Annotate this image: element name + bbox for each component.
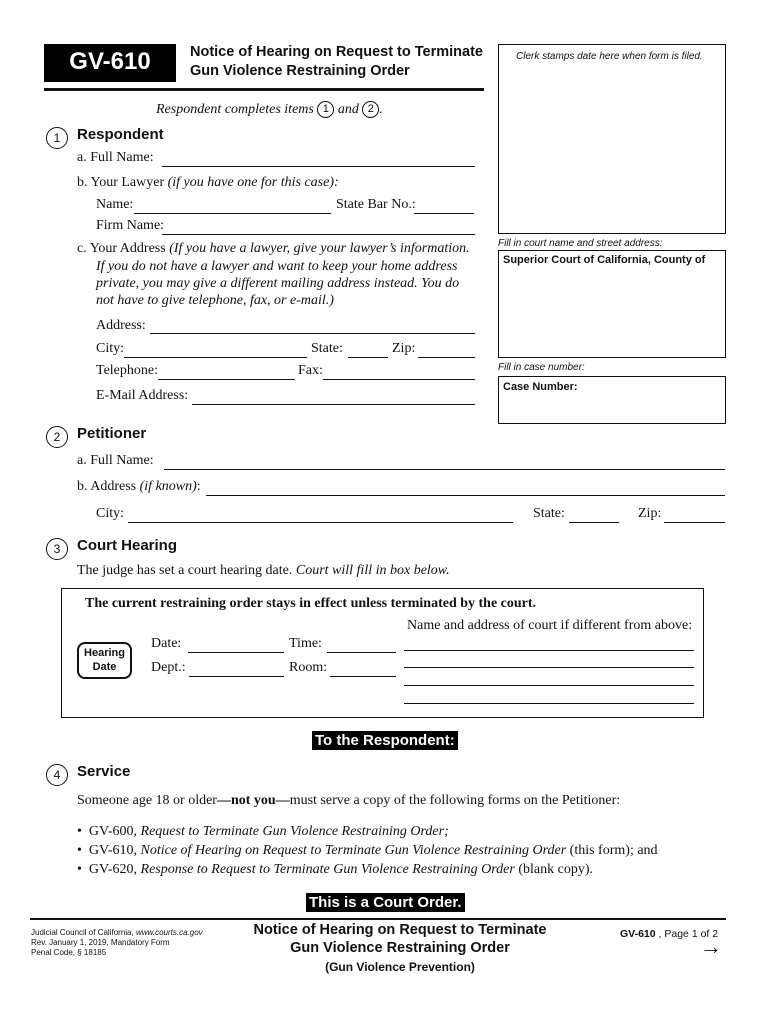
service-intro: Someone age 18 or older—not you—must serve a copy of the following forms on the Petitioner: (77, 793, 621, 808)
respondent-full-name-label: a. Full Name: (77, 150, 154, 165)
hearing-room-label: Room: (289, 660, 328, 675)
section-2-title: Petitioner (77, 425, 147, 442)
petitioner-zip-label: Zip: (638, 506, 662, 521)
court-name-hint: Fill in court name and street address: (498, 238, 663, 249)
intro-item-1: 1 (317, 101, 334, 118)
lawyer-name-label: Name: (96, 197, 134, 212)
footer-rev: Rev. January 1, 2019, Mandatory Form (31, 938, 170, 947)
footer-title-line1: Notice of Hearing on Request to Terminate (253, 922, 547, 938)
section-3-number: 3 (46, 538, 68, 560)
court-address-line-1[interactable] (404, 650, 694, 651)
city-label: City: (96, 341, 125, 356)
firm-name-field[interactable] (162, 234, 475, 235)
court-address-line-3[interactable] (404, 685, 694, 686)
city-field[interactable] (124, 357, 307, 358)
state-label: State: (311, 341, 343, 356)
court-address-line-2[interactable] (404, 667, 694, 668)
petitioner-city-field[interactable] (128, 522, 513, 523)
clerk-stamp-box[interactable] (498, 44, 726, 234)
zip-field[interactable] (418, 357, 475, 358)
footer-code: Penal Code, § 18185 (31, 948, 107, 957)
footer-rule (30, 918, 726, 920)
petitioner-city-label: City: (96, 506, 125, 521)
footer-subtitle: (Gun Violence Prevention) (325, 960, 475, 974)
hearing-dept-label: Dept.: (151, 660, 186, 675)
section-4-title: Service (77, 763, 131, 780)
respondent-full-name-field[interactable] (162, 166, 475, 167)
form-id: GV-610 (69, 48, 151, 75)
footer-publisher: Judicial Council of California, www.courts.ca.gov (31, 928, 203, 937)
to-respondent-banner: To the Respondent: (312, 731, 458, 750)
section-3-title: Court Hearing (77, 537, 178, 554)
telephone-label: Telephone: (96, 363, 158, 378)
lawyer-name-field[interactable] (134, 213, 331, 214)
service-bullet-1: • GV-600, Request to Terminate Gun Violence Restraining Order; (77, 824, 449, 839)
court-hearing-text: The judge has set a court hearing date. Court will fill in box below. (77, 563, 450, 578)
court-address-line-4[interactable] (404, 703, 694, 704)
lawyer-label: b. Your Lawyer (if you have one for this case): (77, 175, 339, 190)
hearing-time-label: Time: (289, 636, 322, 651)
section-1-number: 1 (46, 127, 68, 149)
clerk-stamp-label: Clerk stamps date here when form is filed. (516, 51, 703, 62)
state-bar-field[interactable] (414, 213, 474, 214)
email-field[interactable] (192, 404, 475, 405)
header-rule (44, 88, 484, 91)
hearing-tag-label-2: Date (92, 661, 117, 673)
section-2-number: 2 (46, 426, 68, 448)
court-address-label: Name and address of court if different from above: (407, 618, 693, 633)
hearing-date-field[interactable] (188, 652, 284, 653)
service-bullet-2: • GV-610, Notice of Hearing on Request to Terminate Gun Violence Restraining Order (this form); and (77, 843, 658, 858)
petitioner-address-label: b. Address (if known): (77, 479, 201, 494)
hearing-dept-field[interactable] (189, 676, 284, 677)
court-name-box[interactable] (498, 250, 726, 358)
form-title-line2: Gun Violence Restraining Order (190, 63, 410, 79)
petitioner-full-name-field[interactable] (164, 469, 725, 470)
footer-page-info: GV-610 , Page 1 of 2 (620, 928, 719, 940)
firm-name-label: Firm Name: (96, 218, 165, 233)
state-field[interactable] (348, 357, 388, 358)
address-hint-2: If you do not have a lawyer and want to keep your home address (96, 259, 458, 274)
petitioner-full-name-label: a. Full Name: (77, 453, 154, 468)
form-title-line1: Notice of Hearing on Request to Terminate (190, 44, 483, 60)
intro-item-2: 2 (362, 101, 379, 118)
next-page-arrow-icon: → (700, 934, 722, 959)
footer-title-line2: Gun Violence Restraining Order (290, 940, 510, 956)
service-bullet-3: • GV-620, Response to Request to Terminate Gun Violence Restraining Order (blank copy). (77, 862, 593, 877)
section-1-title: Respondent (77, 126, 164, 143)
email-label: E-Mail Address: (96, 388, 189, 403)
hearing-tag-label-1: Hearing (84, 647, 125, 659)
petitioner-state-label: State: (533, 506, 565, 521)
fax-field[interactable] (323, 379, 475, 380)
case-number-hint: Fill in case number: (498, 362, 585, 373)
address-label: Address: (96, 318, 146, 333)
zip-label: Zip: (392, 341, 416, 356)
court-order-banner: This is a Court Order. (306, 893, 465, 912)
address-hint-4: not have to give telephone, fax, or e-mail.) (96, 293, 334, 308)
hearing-time-field[interactable] (327, 652, 396, 653)
address-field[interactable] (150, 333, 475, 334)
section-4-number: 4 (46, 764, 68, 786)
fax-label: Fax: (298, 363, 323, 378)
address-hint-3: private, you may give a different mailing address instead. You do (96, 276, 460, 291)
your-address-label: c. Your Address (If you have a lawyer, give your lawyer’s information. (77, 241, 470, 256)
petitioner-state-field[interactable] (569, 522, 619, 523)
court-name-label: Superior Court of California, County of (503, 254, 706, 266)
case-number-label: Case Number: (503, 381, 578, 393)
state-bar-label: State Bar No.: (336, 197, 416, 212)
petitioner-zip-field[interactable] (664, 522, 725, 523)
hearing-date-label: Date: (151, 636, 182, 651)
intro-line: Respondent completes items 1 and 2 . (156, 102, 383, 117)
petitioner-address-field[interactable] (206, 495, 725, 496)
hearing-room-field[interactable] (330, 676, 396, 677)
hearing-box-title: The current restraining order stays in effect unless terminated by the court. (85, 596, 537, 611)
telephone-field[interactable] (158, 379, 295, 380)
